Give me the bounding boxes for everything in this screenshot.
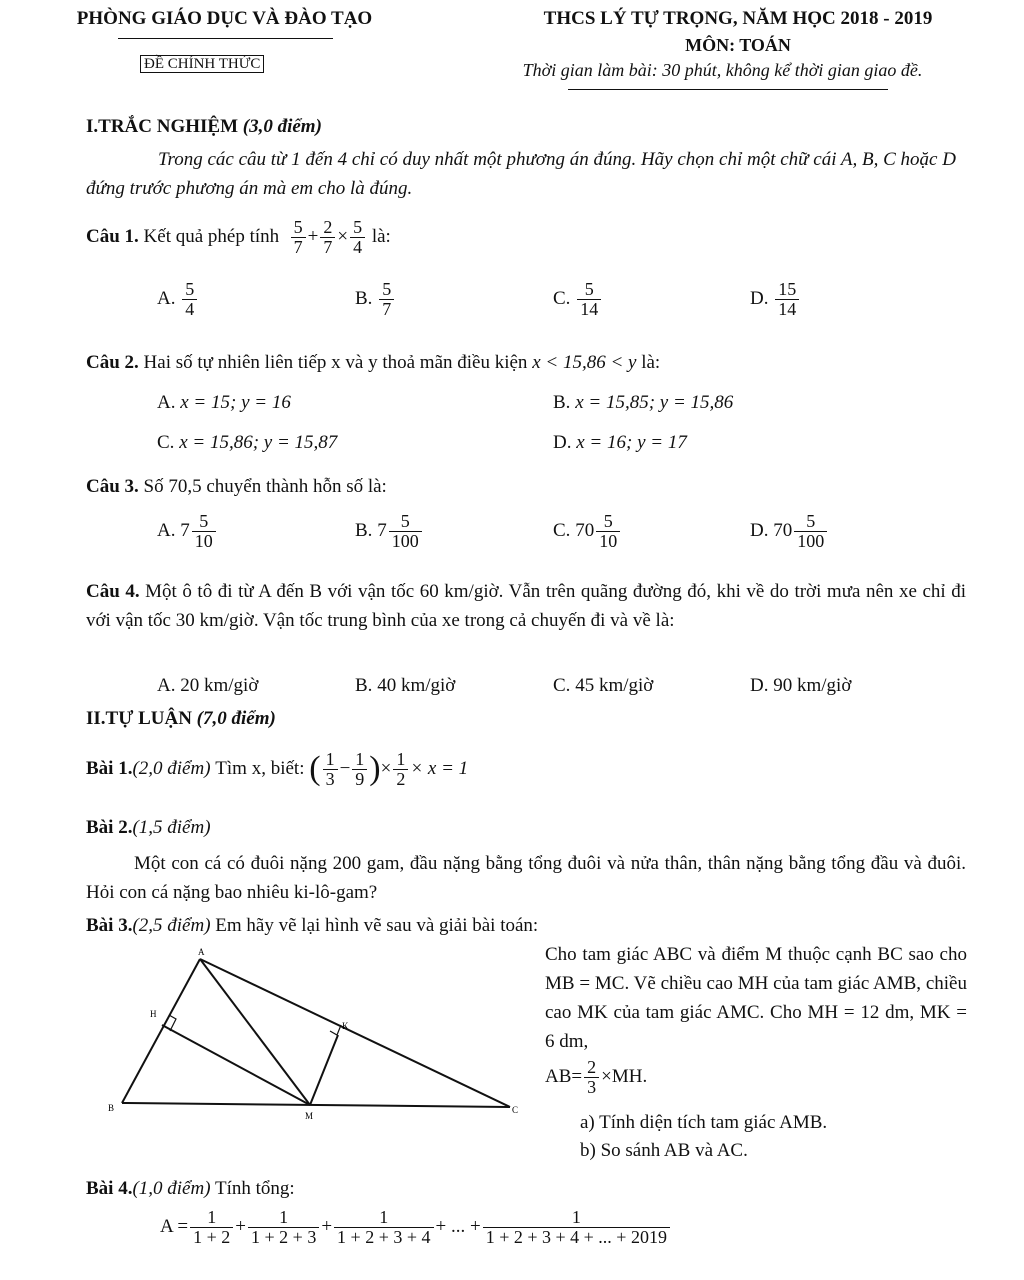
q4-option-b[interactable]: B. 40 km/giờ (355, 675, 456, 696)
triangle-figure (80, 945, 525, 1125)
exercise-1: Bài 1. (2,0 điểm) Tìm x, biết: ( $\frac{1}{3}$ − $\frac{1}{9}$ ) × $\frac{1}{2}$ × x = 1 (86, 749, 469, 789)
exercise-2-heading: Bài 2.(1,5 điểm) (86, 817, 211, 838)
q2-option-b[interactable]: B. x = 15,85; y = 15,86 (553, 392, 734, 413)
official-stamp: ĐỀ CHÍNH THỨC (140, 52, 264, 74)
side-ac (200, 959, 510, 1107)
q2-option-c[interactable]: C. x = 15,86; y = 15,87 (157, 432, 338, 453)
department-title: PHÒNG GIÁO DỤC VÀ ĐÀO TẠO (76, 8, 373, 29)
altitude-mk (310, 1035, 338, 1105)
header-divider (118, 38, 333, 39)
exercise-4-sum: A = $\frac{1}{1 + 2}$ + $\frac{1}{1 + 2 + 3}$ + $\frac{1}{1 + 2 + 3 + 4}$ + ... + $\frac{1}{1 + 2 + 3 + 4 + ... + 2019}$ (160, 1208, 672, 1247)
label-a: A (198, 947, 205, 957)
part1-heading: I.TRẮC NGHIỆM (3,0 điểm) (86, 116, 322, 137)
q1-frac-a: $\frac{5}{7}$ (291, 218, 306, 257)
median-am (200, 959, 310, 1105)
q1-frac-c: $\frac{5}{4}$ (350, 218, 365, 257)
exercise-3-part-a: a) Tính diện tích tam giác AMB. (580, 1112, 828, 1133)
q3-option-c[interactable]: C. 70 $\frac{5}{10}$ (553, 512, 622, 551)
q4-option-c[interactable]: C. 45 km/giờ (553, 675, 654, 696)
altitude-mh (162, 1025, 310, 1105)
q3-option-d[interactable]: D. 70 $\frac{5}{100}$ (750, 512, 829, 551)
exercise-3-heading: Bài 3.(2,5 điểm) Em hãy vẽ lại hình vẽ sau và giải bài toán: (86, 915, 539, 936)
question-1: Câu 1. Kết quả phép tính $\frac{5}{7}$ + $\frac{2}{7}$ × $\frac{5}{4}$ là: (86, 217, 391, 257)
exercise-3-part-b: b) So sánh AB và AC. (580, 1140, 748, 1161)
q3-option-a[interactable]: A. 7 $\frac{5}{10}$ (157, 512, 218, 551)
exercise-3-description: Cho tam giác ABC và điểm M thuộc cạnh BC sao cho MB = MC. Vẽ chiều cao MH của tam giác AMB, chiều cao MK của tam giác AMC. Cho MH = 12 dm, MK = 6 dm, (545, 944, 967, 1052)
time-underline (568, 89, 888, 90)
q1-option-d[interactable]: D. $\frac{15}{14}$ (750, 280, 801, 319)
question-4: Câu 4. Một ô tô đi từ A đến B với vận tốc 60 km/giờ. Vẫn trên quãng đường đó, khi về do trời mưa nên xe chỉ đi với vận tốc 30 km/giờ. Vận tốc trung bình của xe trong cả chuyến đi và về là: (86, 581, 966, 631)
q1-option-c[interactable]: C. $\frac{5}{14}$ (553, 280, 603, 319)
part2-heading: II.TỰ LUẬN (7,0 điểm) (86, 708, 276, 729)
exercise-2-text: Một con cá có đuôi nặng 200 gam, đầu nặng bằng tổng đuôi và nửa thân, thân nặng bằng tổng đầu và đuôi. Hỏi con cá nặng bao nhiêu ki-lô-gam? (86, 853, 966, 903)
q1-frac-b: $\frac{2}{7}$ (320, 218, 335, 257)
q4-option-a[interactable]: A. 20 km/giờ (157, 675, 259, 696)
side-bc (122, 1103, 510, 1107)
exercise-4-heading: Bài 4.(1,0 điểm) Tính tổng: (86, 1178, 295, 1199)
side-ab (122, 959, 200, 1103)
label-b: B (108, 1103, 115, 1113)
label-h: H (150, 1009, 157, 1019)
q4-option-d[interactable]: D. 90 km/giờ (750, 675, 852, 696)
time-note: Thời gian làm bài: 30 phút, không kể thời gian giao đề. (522, 60, 923, 80)
school-year-title: THCS LÝ TỰ TRỌNG, NĂM HỌC 2018 - 2019 (543, 8, 933, 29)
q2-option-d[interactable]: D. x = 16; y = 17 (553, 432, 687, 453)
question-3: Câu 3. Số 70,5 chuyển thành hỗn số là: (86, 476, 387, 497)
subject-title: MÔN: TOÁN (685, 35, 791, 55)
q1-option-b[interactable]: B. $\frac{5}{7}$ (355, 280, 396, 319)
label-k: K (342, 1021, 349, 1031)
label-m: M (305, 1111, 314, 1121)
q1-option-a[interactable]: A. $\frac{5}{4}$ (157, 280, 199, 319)
q3-option-b[interactable]: B. 7 $\frac{5}{100}$ (355, 512, 424, 551)
question-2: Câu 2. Hai số tự nhiên liên tiếp x và y thoả mãn điều kiện x < 15,86 < y là: (86, 352, 661, 373)
exercise-3-ab-relation: AB= $\frac{2}{3}$ ×MH. (545, 1057, 648, 1097)
q2-option-a[interactable]: A. x = 15; y = 16 (157, 392, 291, 413)
label-c: C (512, 1105, 519, 1115)
part1-intro: Trong các câu từ 1 đến 4 chỉ có duy nhất một phương án đúng. Hãy chọn chỉ một chữ cái A, B, C hoặc D đứng trước phương án mà em cho là đúng. (86, 149, 956, 199)
